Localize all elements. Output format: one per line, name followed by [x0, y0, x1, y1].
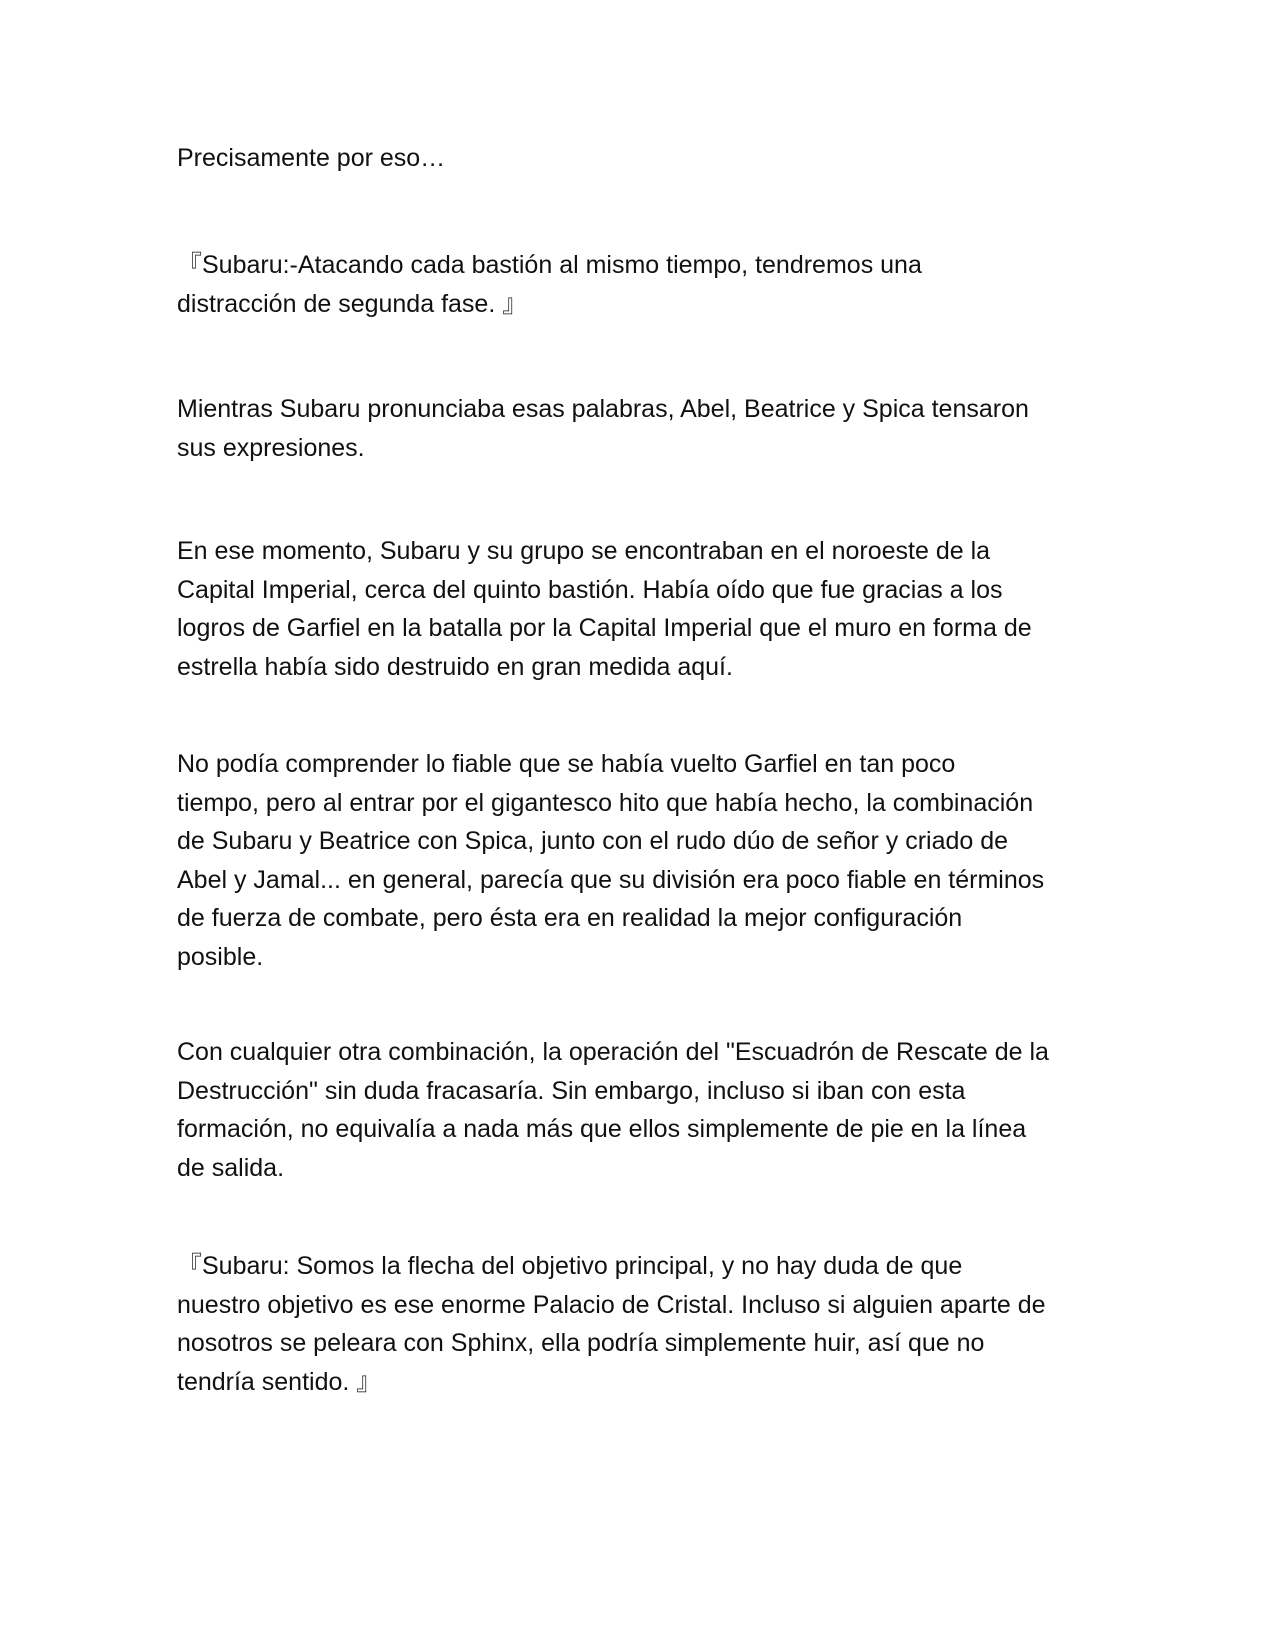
paragraph-4 — [177, 532, 1117, 686]
paragraph-line: nuestro objetivo es ese enorme Palacio de Cristal. Incluso si alguien aparte de — [177, 1290, 1046, 1319]
paragraph-line: En ese momento, Subaru y su grupo se encontraban en el noroeste de la — [177, 537, 991, 565]
paragraph-line: nosotros se peleara con Sphinx, ella podría simplemente huir, así que no — [177, 1329, 985, 1357]
paragraph-line: formación, no equivalía a nada más que ellos simplemente de pie en la línea — [177, 1115, 1027, 1143]
paragraph-line: Mientras Subaru pronunciaba esas palabras, Abel, Beatrice y Spica tensaron — [177, 395, 1029, 423]
paragraph-6 — [177, 1033, 1117, 1187]
paragraph-line: Precisamente por eso… — [177, 144, 446, 172]
paragraph-5 — [177, 745, 1117, 976]
paragraph-7 — [177, 1247, 1117, 1401]
paragraph-line: distracción de segunda fase. 』 — [177, 289, 528, 318]
paragraph-line: de Subaru y Beatrice con Spica, junto con el rudo dúo de señor y criado de — [177, 827, 1009, 855]
paragraph-line: sus expresiones. — [177, 433, 365, 462]
paragraph-line: 『Subaru: Somos la flecha del objetivo principal, y no hay duda de que — [177, 1252, 963, 1280]
paragraph-line: logros de Garfiel en la batalla por la Capital Imperial que el muro en forma de — [177, 614, 1032, 642]
paragraph-line: de salida. — [177, 1153, 285, 1182]
paragraph-2 — [177, 246, 1117, 323]
paragraph-3 — [177, 390, 1117, 467]
paragraph-line: posible. — [177, 942, 264, 971]
paragraph-line: de fuerza de combate, pero ésta era en realidad la mejor configuración — [177, 904, 963, 932]
paragraph-line: Destrucción" sin duda fracasaría. Sin embargo, incluso si iban con esta — [177, 1076, 966, 1105]
paragraph-line: Con cualquier otra combinación, la operación del "Escuadrón de Rescate de la — [177, 1038, 1049, 1066]
paragraph-line: tiempo, pero al entrar por el gigantesco hito que había hecho, la combinación — [177, 788, 1034, 817]
paragraph-line: Capital Imperial, cerca del quinto bastión. Había oído que fue gracias a los — [177, 575, 1003, 604]
paragraph-line: estrella había sido destruido en gran medida aquí. — [177, 652, 733, 681]
paragraph-line: Abel y Jamal... en general, parecía que su división era poco fiable en términos — [177, 865, 1045, 894]
paragraph-line: No podía comprender lo fiable que se había vuelto Garfiel en tan poco — [177, 750, 956, 778]
paragraph-line: tendría sentido. 』 — [177, 1367, 382, 1396]
paragraph-line: 『Subaru:-Atacando cada bastión al mismo tiempo, tendremos una — [177, 251, 922, 279]
paragraph-1 — [177, 139, 1117, 178]
